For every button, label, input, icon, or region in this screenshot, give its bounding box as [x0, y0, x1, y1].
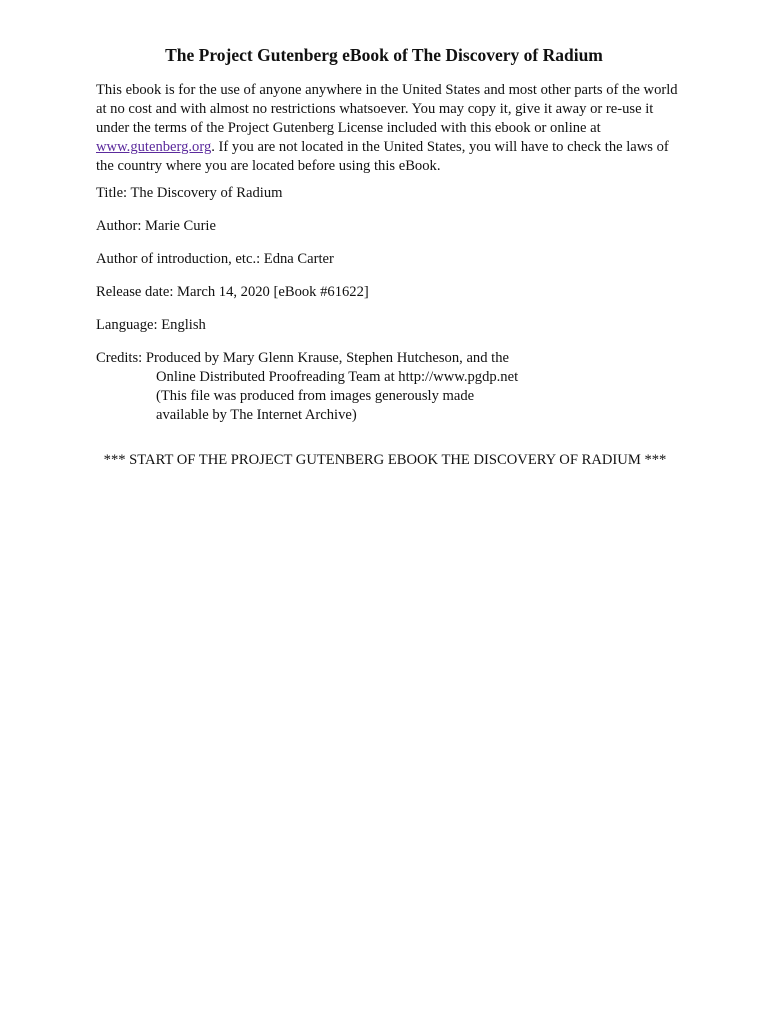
intro-line-with-link [96, 138, 706, 157]
document-title: The Project Gutenberg eBook of The Discovery of Radium [165, 45, 603, 65]
language-field: Language: English [96, 317, 206, 333]
credits-line: Online Distributed Proofreading Team at http://www.pgdp.net [156, 369, 519, 385]
intro-line-tail: . If you are not located in the United States, you will have to check the laws of [211, 139, 669, 155]
book-author-field: Author: Marie Curie [96, 218, 216, 234]
intro-line: the country where you are located before using this eBook. [96, 158, 441, 174]
intro-line: under the terms of the Project Gutenberg License included with this ebook or online at [96, 120, 601, 136]
release-date-field: Release date: March 14, 2020 [eBook #61622] [96, 284, 369, 300]
introduction-author-field: Author of introduction, etc.: Edna Carter [96, 251, 334, 267]
intro-paragraph [96, 81, 706, 176]
credits-line: Credits: Produced by Mary Glenn Krause, Stephen Hutcheson, and the [96, 350, 509, 366]
book-title-field: Title: The Discovery of Radium [96, 185, 283, 201]
credits-line: available by The Internet Archive) [156, 407, 357, 423]
intro-line: at no cost and with almost no restrictions whatsoever. You may copy it, give it away or re-use it [96, 101, 654, 117]
gutenberg-link[interactable]: www.gutenberg.org [96, 139, 212, 155]
credits-line: (This file was produced from images generously made [156, 388, 475, 404]
credits-block [96, 349, 518, 425]
ebook-start-marker: *** START OF THE PROJECT GUTENBERG EBOOK THE DISCOVERY OF RADIUM *** [103, 452, 667, 468]
intro-line: This ebook is for the use of anyone anywhere in the United States and most other parts of the world [96, 82, 678, 98]
